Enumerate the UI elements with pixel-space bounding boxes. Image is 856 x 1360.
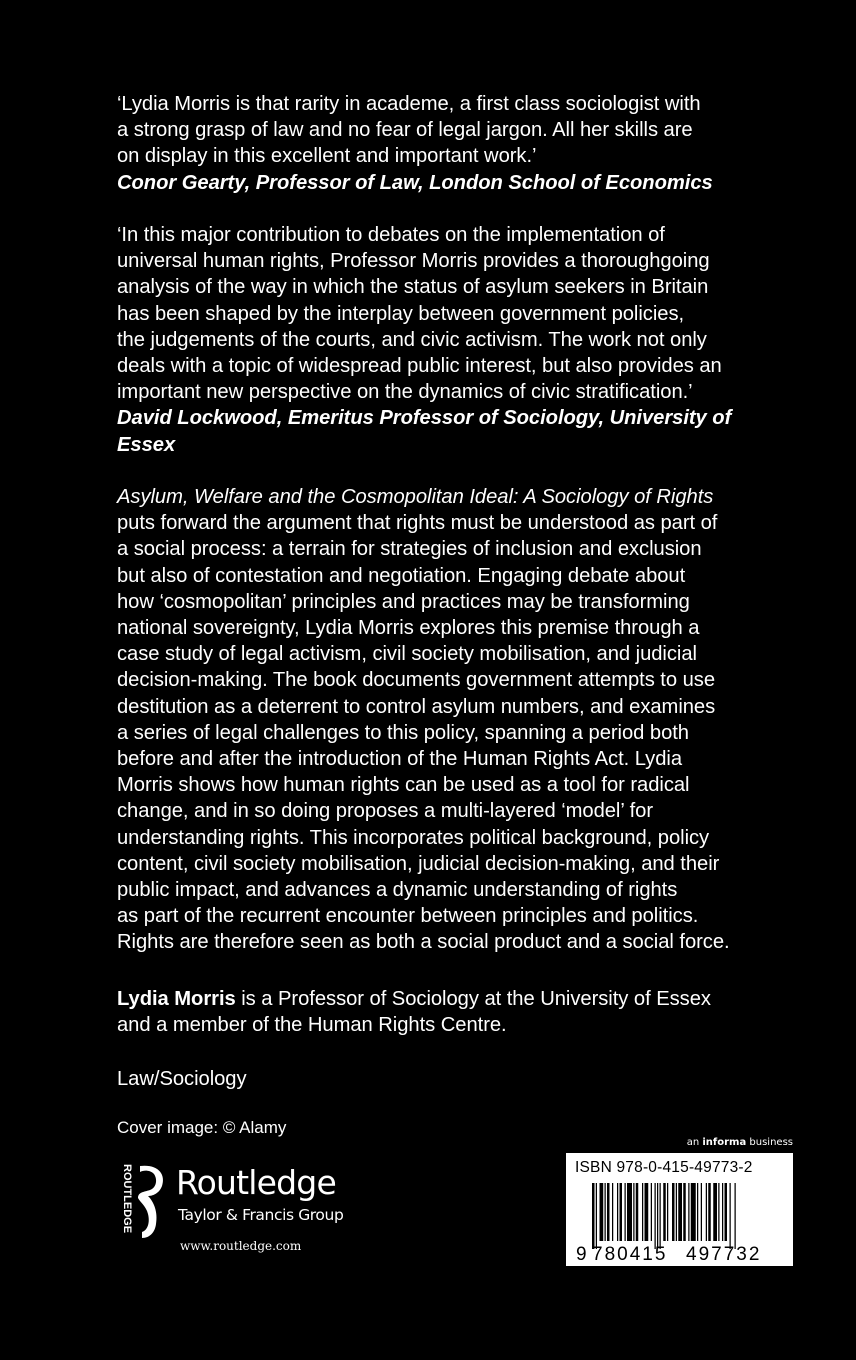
barcode-bar <box>701 1183 702 1241</box>
barcode-bar <box>657 1183 658 1249</box>
barcode-bar <box>620 1183 623 1241</box>
barcode-bar <box>642 1183 643 1241</box>
barcode-bar <box>676 1183 677 1241</box>
quote-line: the judgements of the courts, and civic activism. The work not only <box>117 328 707 351</box>
barcode-bar <box>592 1183 595 1249</box>
description-line: a series of legal challenges to this policy, spanning a period both <box>117 721 689 744</box>
publisher-url: www.routledge.com <box>180 1239 302 1253</box>
barcode-bar <box>730 1183 731 1249</box>
barcode-bar <box>725 1183 728 1241</box>
quote-line: deals with a topic of widespread public interest, but also provides an <box>117 355 722 378</box>
barcode-bar <box>667 1183 668 1241</box>
barcode-bar <box>617 1183 618 1241</box>
quote-attribution: Conor Gearty, Professor of Law, London School of Economics <box>117 171 713 194</box>
barcode-bar <box>645 1183 649 1241</box>
description-line: how ‘cosmopolitan’ principles and practices may be transforming <box>117 590 690 613</box>
quote-line: on display in this excellent and important work.’ <box>117 145 537 168</box>
quote-attribution: Essex <box>117 433 176 456</box>
barcode-bar <box>651 1183 652 1241</box>
barcode-bar <box>708 1183 711 1241</box>
bio-line: and a member of the Human Rights Centre. <box>117 1014 507 1037</box>
isbn-label: ISBN 978-0-415-49773-2 <box>575 1159 753 1176</box>
barcode-bar <box>678 1183 682 1241</box>
barcode-bar <box>596 1183 597 1249</box>
review-quote-gearty <box>117 91 797 196</box>
description-line: content, civil society mobilisation, judicial decision-making, and their <box>117 852 720 875</box>
barcode-bar <box>688 1183 689 1241</box>
description-line: Morris shows how human rights can be used as a tool for radical <box>117 774 690 797</box>
description-line: national sovereignty, Lydia Morris explores this premise through a <box>117 617 700 640</box>
description-line: puts forward the argument that rights must be understood as part of <box>117 512 718 535</box>
barcode-bar <box>600 1183 604 1241</box>
quote-line: analysis of the way in which the status of asylum seekers in Britain <box>117 276 709 299</box>
informa-suffix: business <box>746 1137 793 1148</box>
routledge-logo <box>118 1162 378 1262</box>
description-line: before and after the introduction of the Human Rights Act. Lydia <box>117 748 683 771</box>
barcode-bar <box>735 1183 736 1249</box>
quote-line: important new perspective on the dynamics of civic stratification.’ <box>117 381 693 404</box>
cover-credit: Cover image: © Alamy <box>117 1118 287 1137</box>
description-line: a social process: a terrain for strategies of inclusion and exclusion <box>117 538 702 561</box>
quote-line: ‘Lydia Morris is that rarity in academe, a first class sociologist with <box>117 93 701 115</box>
barcode-graphic <box>566 1153 793 1266</box>
barcode-bar <box>713 1183 717 1241</box>
description-line: Rights are therefore seen as both a social product and a social force. <box>117 931 730 954</box>
description-line: destitution as a deterrent to control asylum numbers, and examines <box>117 695 716 718</box>
review-quote-lockwood <box>117 222 797 458</box>
informa-prefix: an <box>686 1137 703 1148</box>
routledge-mark-icon <box>118 1162 168 1240</box>
barcode-bar <box>663 1183 666 1241</box>
barcode-bars <box>592 1183 736 1249</box>
author-name: Lydia Morris <box>117 988 236 1010</box>
informa-name: informa <box>702 1137 747 1148</box>
barcode-bar <box>655 1183 656 1249</box>
barcode-bar <box>706 1183 707 1241</box>
description-line: public impact, and advances a dynamic understanding of rights <box>117 879 678 902</box>
book-title: Asylum, Welfare and the Cosmopolitan Ideal: A Sociology of Rights <box>117 486 714 508</box>
book-description <box>117 484 797 956</box>
barcode-right-digits: 497732 <box>686 1244 762 1265</box>
quote-line: ‘In this major contribution to debates on the implementation of <box>117 224 665 246</box>
barcode-bar <box>607 1183 610 1241</box>
quote-line: a strong grasp of law and no fear of legal jargon. All her skills are <box>117 119 693 142</box>
logo-mark-text: ROUTLEDGE <box>121 1164 133 1234</box>
barcode-left-digits: 780415 <box>592 1244 668 1265</box>
barcode-bar <box>660 1183 661 1249</box>
barcode-bar <box>718 1183 719 1241</box>
barcode-bar <box>722 1183 723 1241</box>
subject-category <box>117 1066 797 1092</box>
description-line: change, and in so doing proposes a multi-layered ‘model’ for <box>117 800 654 823</box>
bio-line <box>117 986 797 1012</box>
subject-text: Law/Sociology <box>117 1068 247 1090</box>
informa-business <box>560 1136 793 1150</box>
barcode-bar <box>612 1183 613 1241</box>
barcode-bar <box>691 1183 696 1241</box>
barcode-first-digit: 9 <box>576 1244 587 1265</box>
quote-attribution: David Lockwood, Emeritus Professor of Sociology, University of <box>117 407 732 430</box>
description-line: as part of the recurrent encounter between principles and politics. <box>117 905 699 928</box>
author-bio <box>117 986 797 1038</box>
quote-line: has been shaped by the interplay between government policies, <box>117 302 685 325</box>
barcode-bar <box>697 1183 698 1241</box>
barcode-bar <box>683 1183 686 1241</box>
barcode-bar <box>625 1183 626 1241</box>
publisher-group: Taylor & Francis Group <box>178 1206 344 1224</box>
barcode-bar <box>633 1183 634 1241</box>
barcode-bar <box>627 1183 632 1241</box>
description-line: decision-making. The book documents government attempts to use <box>117 669 715 692</box>
description-line: understanding rights. This incorporates political background, policy <box>117 826 710 849</box>
publisher-name: Routledge <box>176 1163 336 1202</box>
barcode-bar <box>605 1183 606 1241</box>
description-line: case study of legal activism, civil society mobilisation, and judicial <box>117 643 697 666</box>
isbn-barcode <box>566 1153 793 1266</box>
barcode-bar <box>636 1183 639 1241</box>
bio-text: is a Professor of Sociology at the University of Essex <box>235 988 711 1010</box>
quote-line: universal human rights, Professor Morris provides a thoroughgoing <box>117 250 710 273</box>
description-line: but also of contestation and negotiation. Engaging debate about <box>117 564 686 587</box>
barcode-bar <box>672 1183 675 1241</box>
